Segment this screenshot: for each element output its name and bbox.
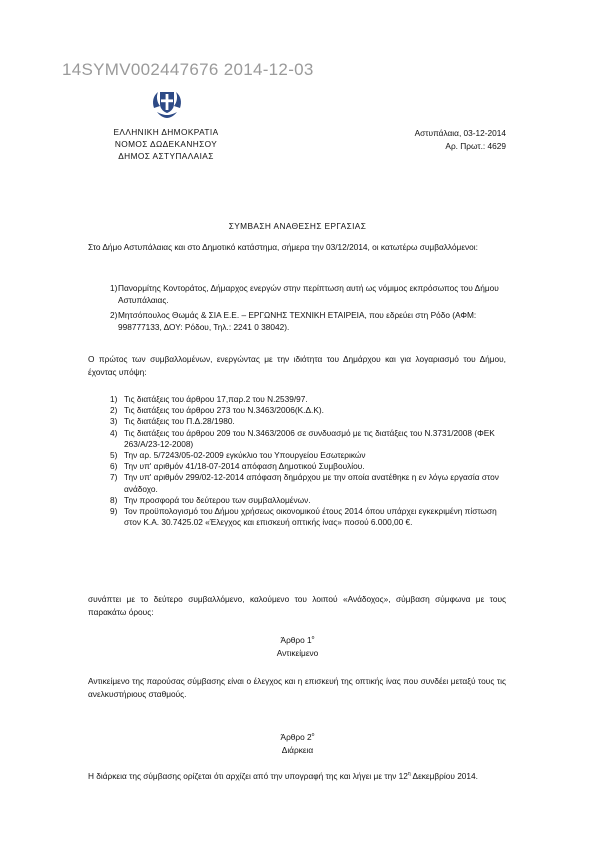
- place-date: Αστυπάλαια, 03-12-2014: [414, 128, 506, 138]
- list-item: 3) Τις διατάξεις του Π.Δ.28/1980.: [110, 416, 235, 427]
- list-item: 8) Την προσφορά του δεύτερου των συμβαλλομένων.: [110, 494, 311, 505]
- article-1-heading: Άρθρο $1^o$ Αντικείμενο: [60, 632, 535, 660]
- list-item: 1) Τις διατάξεις του άρθρου 17,παρ.2 του Ν.2539/97.: [110, 394, 308, 404]
- agreement-paragraph: συνάπτει με το δεύτερο συμβαλλόμενο, καλούμενο του λοιπού «Ανάδοχος», σύμβαση σύμφωνα με τους παρακάτω όρους:: [88, 594, 506, 617]
- list-item: 7) Την υπ' αριθμόν 299/02-12-2014 απόφαση δημάρχου με την οποία ανατέθηκε η εν λόγω εργασία στον ανάδοχο.: [110, 472, 499, 494]
- considerations-list: [88, 394, 506, 528]
- parties-list: [88, 283, 506, 337]
- issuer-header: [96, 126, 236, 162]
- document-title: ΣΥΜΒΑΣΗ ΑΝΑΘΕΣΗΣ ΕΡΓΑΣΙΑΣ: [228, 221, 367, 231]
- greek-coat-of-arms-icon: [150, 86, 184, 120]
- list-item: 6) Την υπ' αριθμόν 41/18-07-2014 απόφαση Δημοτικού Συμβουλίου.: [110, 461, 365, 472]
- list-item: 4) Τις διατάξεις του άρθρου 209 του Ν.3463/2006 σε συνδυασμό με τις διατάξεις του Ν.3731/2008 (ΦΕΚ 263/Α/23-12-2008): [110, 427, 495, 449]
- first-party-paragraph: Ο πρώτος των συμβαλλομένων, ενεργώντας με την ιδιότητα του Δημάρχου και για λογαριασμό του Δήμου, έχοντας υπόψη:: [88, 354, 506, 377]
- article-2-label: Άρθρο 2: [280, 731, 312, 742]
- list-item: 2) Μητσόπουλος Θωμάς & ΣΙΑ Ε.Ε. – ΕΡΓΩΝΗΣ ΤΕΧΝΙΚΗ ΕΤΑΙΡΕΙΑ, που εδρεύει στη Ρόδο (ΑΦΜ: 998777133, ΔΟΥ: Ρόδου, Τηλ.: 2241 0 38042).: [110, 310, 477, 332]
- intro-paragraph: Στο Δήμο Αστυπάλαιας και στο Δημοτικό κατάστημα, σήμερα την 03/12/2014, οι κατωτέρω συμβαλλόμενοι:: [88, 242, 478, 252]
- issuer-municipality: ΔΗΜΟΣ ΑΣΤΥΠΑΛΑΙΑΣ: [118, 151, 214, 161]
- article-2-heading: Άρθρο $2^o$ Διάρκεια: [60, 729, 535, 757]
- article-1-title: Αντικείμενο: [276, 647, 319, 658]
- article-2-title: Διάρκεια: [281, 744, 314, 755]
- list-item: 1) Πανορμίτης Κοντοράτος, Δήμαρχος ενεργών στην περίπτωση αυτή ως νόμιμος εκπρόσωπος του Δήμου Αστυπάλαιας.: [110, 283, 499, 305]
- list-item: 5) Την αρ. 5/7243/05-02-2009 εγκύκλιο του Υπουργείου Εσωτερικών: [110, 450, 366, 461]
- protocol-number: Αρ. Πρωτ.: 4629: [445, 141, 506, 151]
- list-item: 9) Τον προϋπολογισμό του Δήμου χρήσεως οικονομικού έτους 2014 όπου υπάρχει εγκεκριμένη πίστωση στον Κ.Α. 30.7425.02 «Έλεγχος και επισκευή οπτικής ίνας» ποσού 6.000,00 €.: [110, 506, 497, 528]
- issuer-country: ΕΛΛΗΝΙΚΗ ΔΗΜΟΚΡΑΤΙΑ: [113, 127, 219, 137]
- issuer-prefecture: ΝΟΜΟΣ ΔΩΔΕΚΑΝΗΣΟΥ: [114, 139, 218, 149]
- list-item: 2) Τις διατάξεις του άρθρου 273 του Ν.3463/2006(Κ.Δ.Κ).: [110, 405, 324, 416]
- article-1-body: Αντικείμενο της παρούσας σύμβασης είναι ο έλεγχος και η επισκευή της οπτικής ίνας που συνδέει μεταξύ τους τις ανελκυστήριους σταθμούς.: [88, 676, 506, 699]
- date-protocol-block: [360, 127, 506, 153]
- article-2-body: Η διάρκεια της σύμβασης ορίζεται ότι αρχίζει από την υπογραφή της και λήγει με την $12^\eta$ Δεκεμβρίου 2014.: [88, 770, 478, 781]
- article-1-label: Άρθρο 1: [280, 634, 312, 645]
- document-id-watermark: 14SYMV002447676 2014-12-03: [62, 60, 314, 79]
